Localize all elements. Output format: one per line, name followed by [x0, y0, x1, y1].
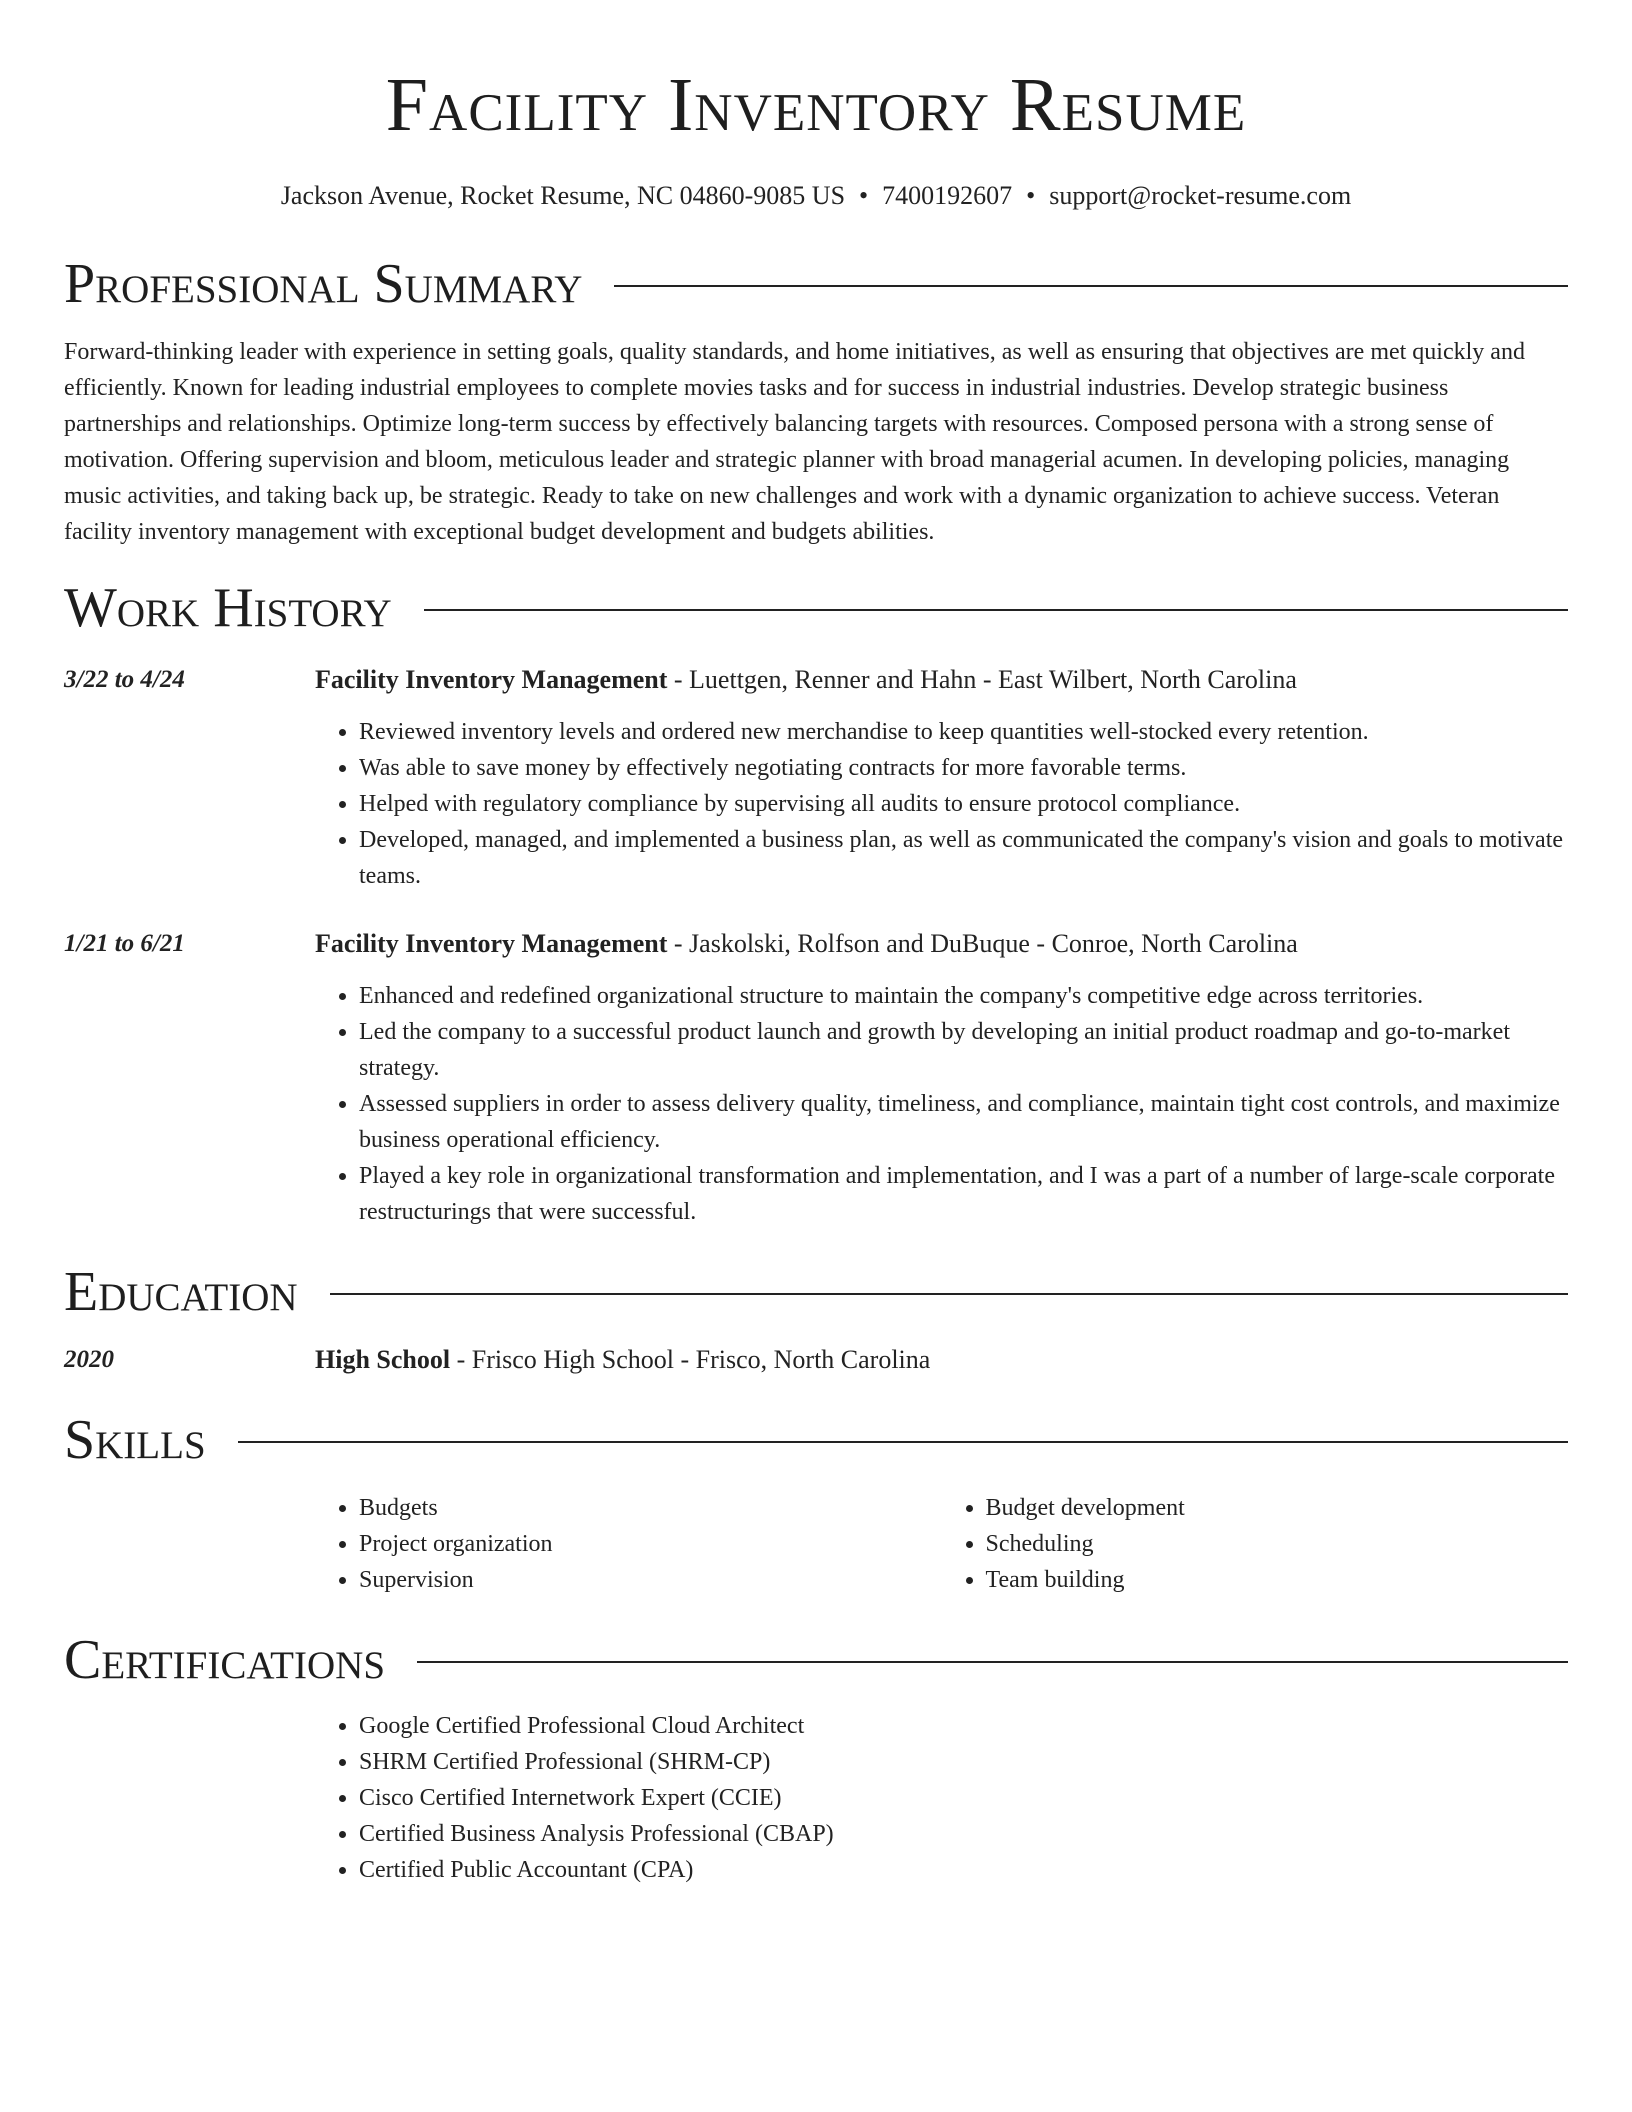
- contact-separator: •: [1026, 181, 1036, 210]
- skills-heading: Skills: [64, 1409, 206, 1471]
- list-item: • Google Certified Professional Cloud Architect: [359, 1708, 1568, 1744]
- education-degree: High School: [315, 1345, 451, 1374]
- job-entry: [64, 926, 1568, 1230]
- contact-separator: •: [859, 181, 869, 210]
- list-item: • SHRM Certified Professional (SHRM-CP): [359, 1744, 1568, 1780]
- contact-address: Jackson Avenue, Rocket Resume, NC 04860-9085 US: [280, 181, 846, 210]
- list-item: • Enhanced and redefined organizational structure to maintain the company's competitive edge across territories.: [359, 978, 1568, 1014]
- list-item: • Helped with regulatory compliance by supervising all audits to ensure protocol compliance.: [359, 786, 1568, 822]
- education-line: [315, 1342, 1568, 1378]
- skills-list-left: [315, 1490, 942, 1598]
- job-title-line: [315, 926, 1568, 962]
- section-heading: [64, 576, 1568, 640]
- section-divider: [238, 1441, 1568, 1443]
- summary-section: [64, 252, 1568, 550]
- list-item: • Certified Business Analysis Professional (CBAP): [359, 1816, 1568, 1852]
- certifications-section: [64, 1628, 1568, 1888]
- list-item: • Scheduling: [986, 1526, 1569, 1562]
- job-employer: - Luettgen, Renner and Hahn - East Wilbert, North Carolina: [667, 665, 1297, 694]
- section-heading: [64, 1260, 1568, 1324]
- job-role: Facility Inventory Management: [315, 665, 668, 694]
- list-item: • Led the company to a successful product launch and growth by developing an initial product roadmap and go-to-market strategy.: [359, 1014, 1568, 1086]
- list-item: • Team building: [986, 1562, 1569, 1598]
- section-heading: [64, 252, 1568, 316]
- education-details: [315, 1342, 1568, 1378]
- list-item: • Budget development: [986, 1490, 1569, 1526]
- contact-email: support@rocket-resume.com: [1049, 181, 1352, 210]
- section-divider: [417, 1661, 1568, 1663]
- education-year: 2020: [64, 1346, 114, 1373]
- contact-line: [64, 180, 1568, 212]
- work-history-heading: Work History: [64, 577, 392, 639]
- job-bullets: [315, 714, 1568, 894]
- education-entry: [64, 1342, 1568, 1378]
- summary-text: Forward-thinking leader with experience in setting goals, quality standards, and home initiatives, as well as ensuring that objectives are met quickly and efficiently. Known for leading industrial employees to complete movies tasks and for success in industrial industries. Develop strategic business partnerships and relationships. Optimize long-term success by effectively balancing targets with resources. Composed persona with a strong sense of motivation. Offering supervision and bloom, meticulous leader and strategic planner with broad managerial acumen. In developing policies, managing music activities, and taking back up, be strategic. Ready to take on new challenges and work with a dynamic organization to achieve success. Veteran facility inventory management with exceptional budget development and budgets abilities.: [64, 339, 1525, 545]
- contact-phone: 7400192607: [882, 181, 1013, 210]
- education-school: - Frisco High School - Frisco, North Carolina: [450, 1345, 931, 1374]
- certifications-list: [315, 1708, 1568, 1888]
- job-role: Facility Inventory Management: [315, 929, 668, 958]
- education-heading: Education: [64, 1261, 298, 1323]
- list-item: • Developed, managed, and implemented a business plan, as well as communicated the company's vision and goals to motivate teams.: [359, 822, 1568, 894]
- list-item: • Project organization: [359, 1526, 942, 1562]
- job-employer: - Jaskolski, Rolfson and DuBuque - Conroe, North Carolina: [667, 929, 1298, 958]
- job-title-line: [315, 662, 1568, 698]
- section-heading: [64, 1628, 1568, 1692]
- summary-heading: Professional Summary: [64, 253, 583, 315]
- job-details: [315, 926, 1568, 1230]
- skills-list-right: [942, 1490, 1569, 1598]
- certifications-heading: Certifications: [64, 1629, 386, 1691]
- section-heading: [64, 1408, 1568, 1472]
- list-item: • Assessed suppliers in order to assess delivery quality, timeliness, and compliance, maintain tight cost controls, and maximize business operational efficiency.: [359, 1086, 1568, 1158]
- job-dates: 1/21 to 6/21: [64, 930, 185, 957]
- list-item: • Reviewed inventory levels and ordered new merchandise to keep quantities well-stocked every retention.: [359, 714, 1568, 750]
- skills-section: [64, 1408, 1568, 1598]
- job-entry: [64, 662, 1568, 894]
- section-divider: [614, 285, 1568, 287]
- section-divider: [330, 1293, 1568, 1295]
- certifications-body: [315, 1708, 1568, 1888]
- job-bullets: [315, 978, 1568, 1230]
- job-details: [315, 662, 1568, 894]
- list-item: • Certified Public Accountant (CPA): [359, 1852, 1568, 1888]
- skills-grid: [315, 1490, 1568, 1598]
- section-divider: [424, 609, 1568, 611]
- list-item: • Played a key role in organizational transformation and implementation, and I was a part of a number of large-scale corporate restructurings that were successful.: [359, 1158, 1568, 1230]
- list-item: • Budgets: [359, 1490, 942, 1526]
- list-item: • Cisco Certified Internetwork Expert (CCIE): [359, 1780, 1568, 1816]
- work-history-section: [64, 576, 1568, 1230]
- job-dates: 3/22 to 4/24: [64, 666, 185, 693]
- list-item: • Supervision: [359, 1562, 942, 1598]
- list-item: • Was able to save money by effectively negotiating contracts for more favorable terms.: [359, 750, 1568, 786]
- education-section: [64, 1260, 1568, 1378]
- resume-title: Facility Inventory Resume: [385, 63, 1247, 147]
